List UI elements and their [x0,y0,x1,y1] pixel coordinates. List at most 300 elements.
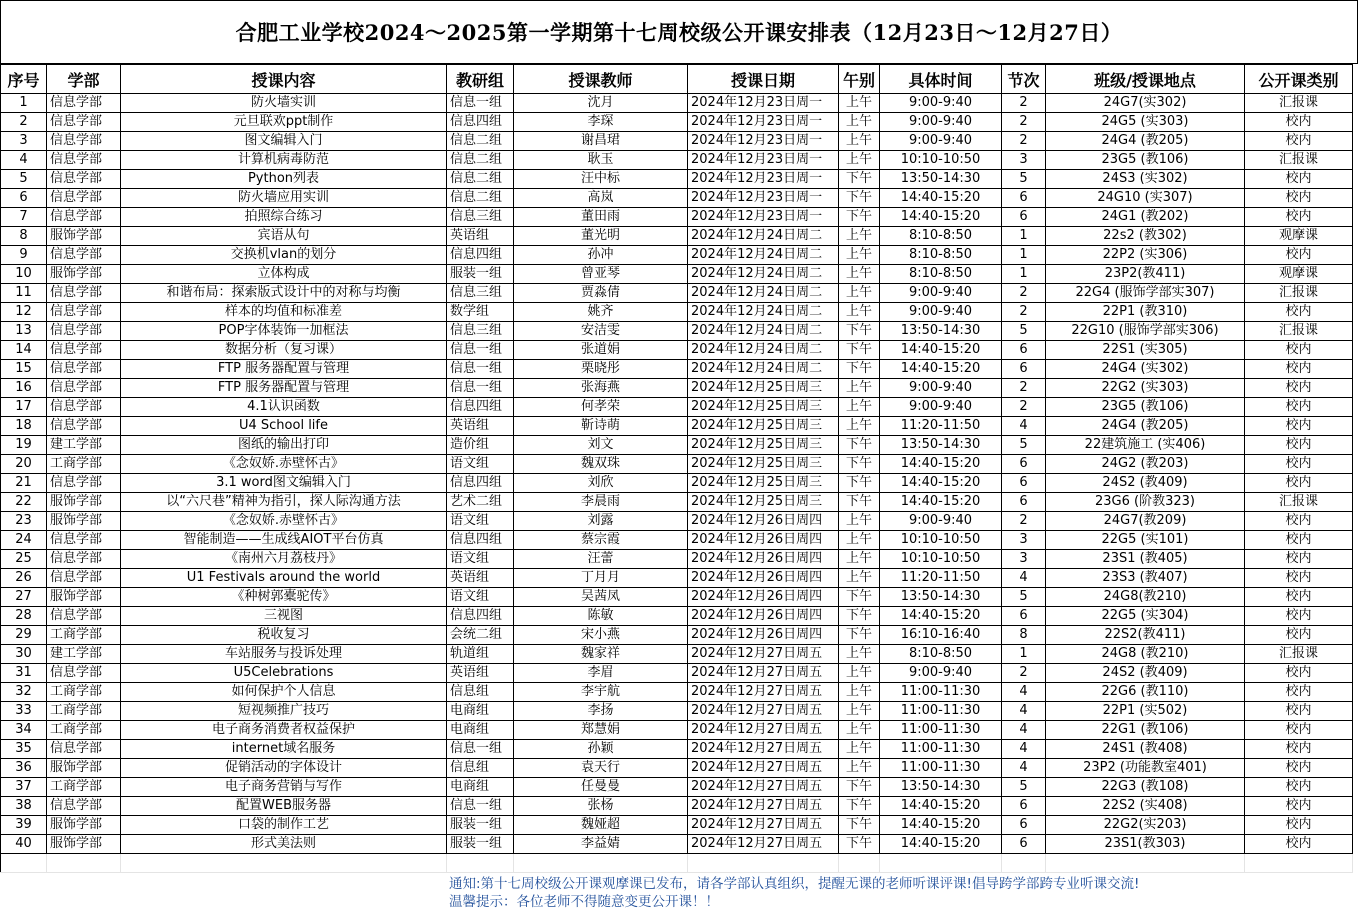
lesson-date-cell: 2024年12月27日周五 [688,835,839,854]
session-cell: 上午 [839,683,880,702]
course-type-cell: 校内 [1245,360,1353,379]
class-location-cell: 24G7(教209) [1046,512,1245,531]
lesson-date-cell: 2024年12月26日周四 [688,588,839,607]
lesson-date-cell: 2024年12月23日周一 [688,189,839,208]
class-location-cell: 22S1 (实305) [1046,341,1245,360]
class-location-cell: 22s2 (教302) [1046,227,1245,246]
teaching-group-cell: 信息四组 [447,474,514,493]
course-content-cell: 促销活动的字体设计 [121,759,447,778]
lesson-date-cell: 2024年12月25日周三 [688,436,839,455]
course-type-cell: 校内 [1245,474,1353,493]
table-row [1,759,1353,778]
time-cell: 11:20-11:50 [880,417,1002,436]
teaching-group-cell: 信息二组 [447,132,514,151]
course-type-cell: 汇报课 [1245,151,1353,170]
session-cell: 下午 [839,189,880,208]
time-cell: 14:40-15:20 [880,607,1002,626]
class-location-cell: 22G2 (实303) [1046,379,1245,398]
teacher-cell: 魏双珠 [514,455,688,474]
course-content-cell: FTP 服务器配置与管理 [121,360,447,379]
department-cell: 服饰学部 [47,512,121,531]
course-content-cell: 智能制造——生成线AIOT平台仿真 [121,531,447,550]
course-content-cell: 税收复习 [121,626,447,645]
teacher-cell: 高岚 [514,189,688,208]
session-cell: 下午 [839,835,880,854]
teaching-group-cell: 信息二组 [447,189,514,208]
class-location-cell: 23S1 (教405) [1046,550,1245,569]
empty-cell [839,854,880,873]
course-content-cell: 形式美法则 [121,835,447,854]
teaching-group-cell: 语文组 [447,588,514,607]
course-content-cell: 立体构成 [121,265,447,284]
table-row [1,588,1353,607]
header-cell: 节次 [1002,65,1046,94]
time-cell: 13:50-14:30 [880,778,1002,797]
teaching-group-cell: 轨道组 [447,645,514,664]
lesson-date-cell: 2024年12月25日周三 [688,474,839,493]
table-row [1,721,1353,740]
lesson-date-cell: 2024年12月27日周五 [688,721,839,740]
course-content-cell: 电子商务消费者权益保护 [121,721,447,740]
period-cell: 6 [1002,474,1046,493]
teaching-group-cell: 信息一组 [447,740,514,759]
department-cell: 信息学部 [47,94,121,113]
session-cell: 上午 [839,531,880,550]
table-row [1,778,1353,797]
lesson-date-cell: 2024年12月27日周五 [688,645,839,664]
class-location-cell: 23G5 (教106) [1046,151,1245,170]
teaching-group-cell: 英语组 [447,569,514,588]
course-type-cell: 校内 [1245,607,1353,626]
department-cell: 工商学部 [47,721,121,740]
session-cell: 下午 [839,208,880,227]
period-cell: 6 [1002,360,1046,379]
period-cell: 6 [1002,607,1046,626]
session-cell: 上午 [839,227,880,246]
row-number-cell: 24 [1,531,47,550]
course-content-cell: 元旦联欢ppt制作 [121,113,447,132]
teaching-group-cell: 信息一组 [447,797,514,816]
time-cell: 11:00-11:30 [880,740,1002,759]
course-type-cell: 校内 [1245,208,1353,227]
course-type-cell: 校内 [1245,417,1353,436]
period-cell: 4 [1002,569,1046,588]
course-content-cell: U5Celebrations [121,664,447,683]
header-cell: 序号 [1,65,47,94]
class-location-cell: 23P2(教411) [1046,265,1245,284]
header-cell: 授课日期 [688,65,839,94]
lesson-date-cell: 2024年12月27日周五 [688,740,839,759]
department-cell: 建工学部 [47,645,121,664]
session-cell: 上午 [839,113,880,132]
table-row [1,512,1353,531]
course-content-cell: 数据分析（复习课） [121,341,447,360]
table-row [1,360,1353,379]
lesson-date-cell: 2024年12月24日周二 [688,265,839,284]
course-content-cell: 三视图 [121,607,447,626]
class-location-cell: 24G4 (教205) [1046,417,1245,436]
period-cell: 3 [1002,550,1046,569]
table-row [1,702,1353,721]
teaching-group-cell: 语文组 [447,512,514,531]
time-cell: 14:40-15:20 [880,797,1002,816]
class-location-cell: 22建筑施工 (实406) [1046,436,1245,455]
time-cell: 14:40-15:20 [880,341,1002,360]
row-number-cell: 2 [1,113,47,132]
lesson-date-cell: 2024年12月26日周四 [688,607,839,626]
course-content-cell: 图纸的输出打印 [121,436,447,455]
row-number-cell: 36 [1,759,47,778]
lesson-date-cell: 2024年12月23日周一 [688,94,839,113]
row-number-cell: 30 [1,645,47,664]
class-location-cell: 24G10 (实307) [1046,189,1245,208]
course-type-cell: 观摩课 [1245,227,1353,246]
header-row [1,65,1353,94]
period-cell: 2 [1002,398,1046,417]
course-type-cell: 校内 [1245,797,1353,816]
lesson-date-cell: 2024年12月26日周四 [688,550,839,569]
row-number-cell: 15 [1,360,47,379]
teaching-group-cell: 会统二组 [447,626,514,645]
table-row [1,797,1353,816]
header-cell: 班级/授课地点 [1046,65,1245,94]
time-cell: 10:10-10:50 [880,151,1002,170]
period-cell: 1 [1002,265,1046,284]
department-cell: 信息学部 [47,607,121,626]
course-content-cell: 图文编辑入门 [121,132,447,151]
session-cell: 上午 [839,246,880,265]
teaching-group-cell: 信息三组 [447,322,514,341]
class-location-cell: 22G10 (服饰学部实306) [1046,322,1245,341]
session-cell: 上午 [839,721,880,740]
teacher-cell: 李扬 [514,702,688,721]
table-row [1,683,1353,702]
course-type-cell: 校内 [1245,550,1353,569]
course-type-cell: 校内 [1245,341,1353,360]
row-number-cell: 27 [1,588,47,607]
header-cell: 学部 [47,65,121,94]
period-cell: 2 [1002,303,1046,322]
lesson-date-cell: 2024年12月25日周三 [688,493,839,512]
course-content-cell: 车站服务与投诉处理 [121,645,447,664]
course-type-cell: 校内 [1245,170,1353,189]
row-number-cell: 1 [1,94,47,113]
header-cell: 授课教师 [514,65,688,94]
department-cell: 服饰学部 [47,265,121,284]
row-number-cell: 7 [1,208,47,227]
teaching-group-cell: 电商组 [447,702,514,721]
department-cell: 建工学部 [47,436,121,455]
session-cell: 下午 [839,170,880,189]
table-row [1,170,1353,189]
row-number-cell: 34 [1,721,47,740]
time-cell: 11:00-11:30 [880,759,1002,778]
class-location-cell: 22G2(实203) [1046,816,1245,835]
time-cell: 10:10-10:50 [880,531,1002,550]
table-row [1,189,1353,208]
period-cell: 6 [1002,835,1046,854]
teacher-cell: 蔡宗霞 [514,531,688,550]
row-number-cell: 35 [1,740,47,759]
course-content-cell: 样本的均值和标准差 [121,303,447,322]
lesson-date-cell: 2024年12月26日周四 [688,626,839,645]
empty-row [1,854,1353,873]
period-cell: 2 [1002,284,1046,303]
period-cell: 5 [1002,170,1046,189]
teacher-cell: 耿玉 [514,151,688,170]
teacher-cell: 吴茜凤 [514,588,688,607]
period-cell: 6 [1002,797,1046,816]
class-location-cell: 22S2 (实408) [1046,797,1245,816]
teacher-cell: 孙冲 [514,246,688,265]
department-cell: 服饰学部 [47,588,121,607]
teaching-group-cell: 信息二组 [447,170,514,189]
row-number-cell: 37 [1,778,47,797]
teaching-group-cell: 电商组 [447,721,514,740]
course-type-cell: 校内 [1245,835,1353,854]
department-cell: 工商学部 [47,683,121,702]
period-cell: 1 [1002,645,1046,664]
period-cell: 6 [1002,455,1046,474]
course-type-cell: 校内 [1245,436,1353,455]
teacher-cell: 贾淼倩 [514,284,688,303]
department-cell: 信息学部 [47,474,121,493]
empty-cell [514,854,688,873]
department-cell: 服饰学部 [47,816,121,835]
table-row [1,265,1353,284]
class-location-cell: 24G5 (实303) [1046,113,1245,132]
teaching-group-cell: 信息组 [447,683,514,702]
teacher-cell: 李宇航 [514,683,688,702]
course-content-cell: 《南州六月荔枝丹》 [121,550,447,569]
time-cell: 14:40-15:20 [880,360,1002,379]
table-row [1,645,1353,664]
table-row [1,740,1353,759]
time-cell: 8:10-8:50 [880,227,1002,246]
teacher-cell: 李眉 [514,664,688,683]
table-row [1,436,1353,455]
teacher-cell: 董田雨 [514,208,688,227]
row-number-cell: 33 [1,702,47,721]
table-row [1,341,1353,360]
period-cell: 5 [1002,436,1046,455]
course-type-cell: 校内 [1245,702,1353,721]
table-row [1,322,1353,341]
teacher-cell: 汪中标 [514,170,688,189]
teacher-cell: 李益婧 [514,835,688,854]
table-body [1,94,1353,873]
department-cell: 服饰学部 [47,759,121,778]
class-location-cell: 23G5 (教106) [1046,398,1245,417]
department-cell: 信息学部 [47,303,121,322]
course-content-cell: 和谐布局：探索版式设计中的对称与均衡 [121,284,447,303]
row-number-cell: 39 [1,816,47,835]
class-location-cell: 24G1 (教202) [1046,208,1245,227]
time-cell: 11:00-11:30 [880,721,1002,740]
department-cell: 信息学部 [47,132,121,151]
period-cell: 6 [1002,816,1046,835]
course-content-cell: 配置WEB服务器 [121,797,447,816]
lesson-date-cell: 2024年12月23日周一 [688,208,839,227]
table-row [1,132,1353,151]
time-cell: 14:40-15:20 [880,474,1002,493]
teacher-cell: 刘露 [514,512,688,531]
class-location-cell: 24S2 (教409) [1046,474,1245,493]
teaching-group-cell: 信息四组 [447,246,514,265]
lesson-date-cell: 2024年12月27日周五 [688,702,839,721]
session-cell: 上午 [839,569,880,588]
period-cell: 3 [1002,531,1046,550]
time-cell: 8:10-8:50 [880,645,1002,664]
teaching-group-cell: 语文组 [447,455,514,474]
time-cell: 14:40-15:20 [880,189,1002,208]
lesson-date-cell: 2024年12月25日周三 [688,379,839,398]
teaching-group-cell: 服装一组 [447,816,514,835]
time-cell: 16:10-16:40 [880,626,1002,645]
class-location-cell: 24G8 (教210) [1046,645,1245,664]
course-type-cell: 校内 [1245,379,1353,398]
department-cell: 信息学部 [47,550,121,569]
time-cell: 8:10-8:50 [880,265,1002,284]
lesson-date-cell: 2024年12月27日周五 [688,778,839,797]
department-cell: 信息学部 [47,246,121,265]
session-cell: 上午 [839,303,880,322]
lesson-date-cell: 2024年12月27日周五 [688,759,839,778]
period-cell: 4 [1002,417,1046,436]
department-cell: 信息学部 [47,284,121,303]
lesson-date-cell: 2024年12月23日周一 [688,113,839,132]
course-type-cell: 校内 [1245,721,1353,740]
class-location-cell: 22P1 (实502) [1046,702,1245,721]
table-row [1,246,1353,265]
class-location-cell: 24G4 (教205) [1046,132,1245,151]
teaching-group-cell: 信息四组 [447,531,514,550]
department-cell: 服饰学部 [47,227,121,246]
course-content-cell: 《念奴娇.赤壁怀古》 [121,455,447,474]
row-number-cell: 40 [1,835,47,854]
period-cell: 2 [1002,664,1046,683]
empty-cell [121,854,447,873]
session-cell: 下午 [839,455,880,474]
session-cell: 上午 [839,417,880,436]
session-cell: 下午 [839,360,880,379]
course-content-cell: 口袋的制作工艺 [121,816,447,835]
table-row [1,113,1353,132]
course-type-cell: 观摩课 [1245,265,1353,284]
lesson-date-cell: 2024年12月25日周三 [688,398,839,417]
course-content-cell: 《念奴娇.赤壁怀古》 [121,512,447,531]
teaching-group-cell: 信息一组 [447,341,514,360]
department-cell: 信息学部 [47,379,121,398]
class-location-cell: 22G1 (教106) [1046,721,1245,740]
teacher-cell: 靳诗萌 [514,417,688,436]
time-cell: 9:00-9:40 [880,664,1002,683]
lesson-date-cell: 2024年12月27日周五 [688,683,839,702]
row-number-cell: 28 [1,607,47,626]
row-number-cell: 8 [1,227,47,246]
course-type-cell: 汇报课 [1245,94,1353,113]
teacher-cell: 丁月月 [514,569,688,588]
header-cell: 具体时间 [880,65,1002,94]
course-content-cell: POP字体装饰一加框法 [121,322,447,341]
period-cell: 4 [1002,721,1046,740]
lesson-date-cell: 2024年12月27日周五 [688,816,839,835]
time-cell: 14:40-15:20 [880,816,1002,835]
page-title: 合肥工业学校2024～2025第一学期第十七周校级公开课安排表（12月23日～12月27日） [0,0,1358,64]
class-location-cell: 22P2 (实306) [1046,246,1245,265]
class-location-cell: 22G6 (教110) [1046,683,1245,702]
table-row [1,284,1353,303]
session-cell: 下午 [839,493,880,512]
course-type-cell: 校内 [1245,588,1353,607]
teacher-cell: 李晨雨 [514,493,688,512]
course-type-cell: 校内 [1245,398,1353,417]
course-type-cell: 校内 [1245,531,1353,550]
session-cell: 下午 [839,436,880,455]
empty-cell [1002,854,1046,873]
empty-cell [1,854,47,873]
table-row [1,607,1353,626]
session-cell: 下午 [839,474,880,493]
row-number-cell: 26 [1,569,47,588]
time-cell: 9:00-9:40 [880,284,1002,303]
header-cell: 公开课类别 [1245,65,1353,94]
session-cell: 上午 [839,94,880,113]
department-cell: 工商学部 [47,702,121,721]
row-number-cell: 21 [1,474,47,493]
row-number-cell: 11 [1,284,47,303]
lesson-date-cell: 2024年12月24日周二 [688,360,839,379]
time-cell: 9:00-9:40 [880,94,1002,113]
course-content-cell: 防火墙应用实训 [121,189,447,208]
notice-text: 通知:第十七周校级公开课观摩课已发布，请各学部认真组织，提醒无课的老师听课评课!倡导跨学部跨专业听课交流! [449,876,1140,892]
teacher-cell: 魏家祥 [514,645,688,664]
row-number-cell: 12 [1,303,47,322]
course-type-cell: 校内 [1245,740,1353,759]
teacher-cell: 董光明 [514,227,688,246]
teacher-cell: 袁天行 [514,759,688,778]
row-number-cell: 5 [1,170,47,189]
teacher-cell: 栗晓彤 [514,360,688,379]
lesson-date-cell: 2024年12月24日周二 [688,284,839,303]
course-content-cell: 宾语从句 [121,227,447,246]
lesson-date-cell: 2024年12月25日周三 [688,417,839,436]
row-number-cell: 4 [1,151,47,170]
row-number-cell: 23 [1,512,47,531]
period-cell: 4 [1002,759,1046,778]
period-cell: 2 [1002,94,1046,113]
lesson-date-cell: 2024年12月24日周二 [688,322,839,341]
department-cell: 工商学部 [47,455,121,474]
teaching-group-cell: 信息一组 [447,360,514,379]
lesson-date-cell: 2024年12月23日周一 [688,151,839,170]
session-cell: 上午 [839,151,880,170]
row-number-cell: 9 [1,246,47,265]
course-type-cell: 校内 [1245,778,1353,797]
teacher-cell: 姚齐 [514,303,688,322]
teacher-cell: 张杨 [514,797,688,816]
teaching-group-cell: 信息四组 [447,398,514,417]
teacher-cell: 汪蕾 [514,550,688,569]
time-cell: 9:00-9:40 [880,398,1002,417]
teacher-cell: 张道娟 [514,341,688,360]
session-cell: 下午 [839,816,880,835]
period-cell: 3 [1002,151,1046,170]
period-cell: 5 [1002,322,1046,341]
teacher-cell: 任曼曼 [514,778,688,797]
table-row [1,531,1353,550]
session-cell: 上午 [839,759,880,778]
